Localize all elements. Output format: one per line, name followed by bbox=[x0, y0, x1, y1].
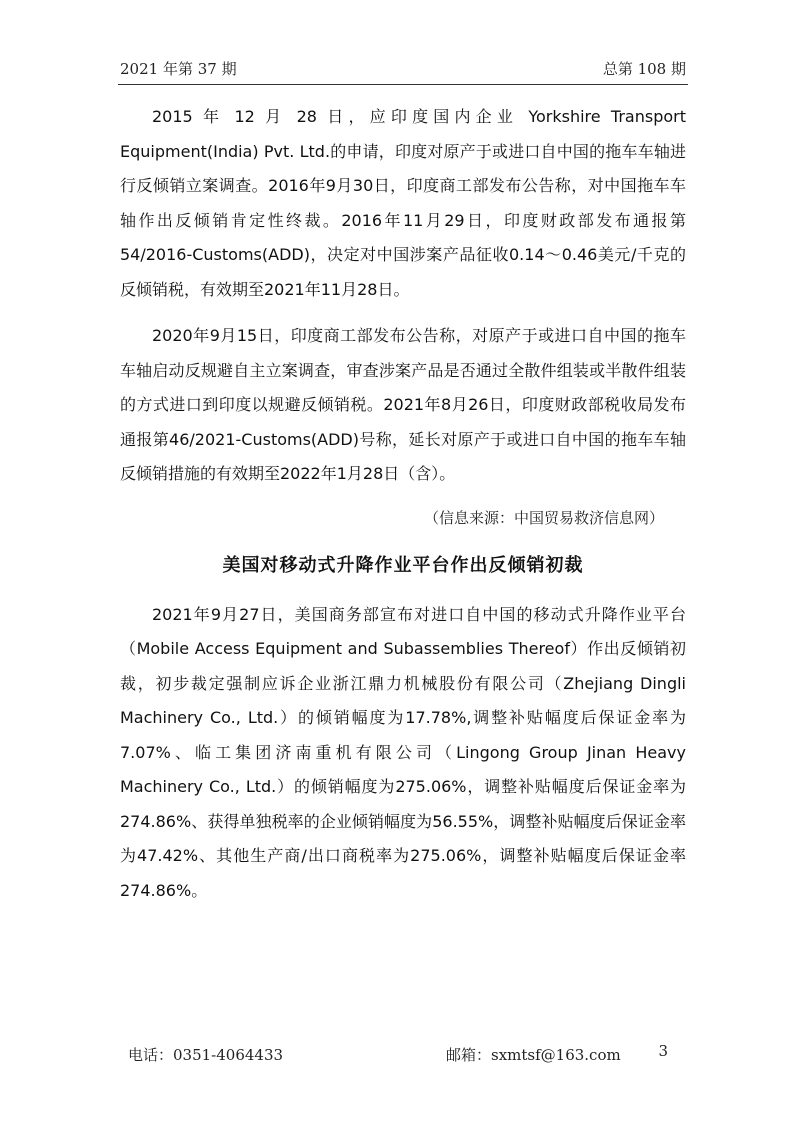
page-number: 3 bbox=[658, 1042, 668, 1060]
article-paragraph: 2021年9月27日，美国商务部宣布对进口自中国的移动式升降作业平台（Mobile Access Equipment and Subassemblies Thereof）作出反倾销初裁，初步裁定强制应诉企业浙江鼎力机械股份有限公司（Zhejiang Dingli Machinery Co., Ltd.）的倾销幅度为17.78%,调整补贴幅度后保证金率为7.07%、临工集团济南重机有限公司（Lingong Group Jinan Heavy Machinery Co., Ltd.）的倾销幅度为275.06%，调整补贴幅度后保证金率为274.86%、获得单独税率的企业倾销幅度为56.55%，调整补贴幅度后保证金率为47.42%、其他生产商/出口商税率为275.06%，调整补贴幅度后保证金率274.86%。 bbox=[120, 604, 686, 900]
page-footer bbox=[128, 1044, 668, 1068]
issue-number: 2021 年第 37 期 bbox=[120, 60, 237, 78]
total-issue-number: 总第 108 期 bbox=[602, 60, 686, 78]
section-title: 美国对移动式升降作业平台作出反倾销初裁 bbox=[222, 554, 584, 576]
page-header bbox=[120, 58, 686, 84]
footer-email: 邮箱：sxmtsf@163.com bbox=[446, 1046, 621, 1064]
footer-phone: 电话：0351-4064433 bbox=[128, 1046, 284, 1064]
page-content bbox=[120, 100, 686, 908]
article-paragraph: 2020年9月15日，印度商工部发布公告称，对原产于或进口自中国的拖车车轴启动反规避自主立案调查，审查涉案产品是否通过全散件组装或半散件组装的方式进口到印度以规避反倾销税。2021年8月26日，印度财政部税收局发布通报第46/2021-Customs(ADD)号称，延长对原产于或进口自中国的拖车车轴反倾销措施的有效期至2022年1月28日（含）。 bbox=[120, 326, 686, 483]
header-divider bbox=[118, 84, 688, 85]
source-note: （信息来源：中国贸易救济信息网） bbox=[423, 508, 664, 527]
article-paragraph: 2015 年 12 月 28 日，应印度国内企业 Yorkshire Transport Equipment(India) Pvt. Ltd.的申请，印度对原产于或进口自中国的拖车车轴进行反倾销立案调查。2016年9月30日，印度商工部发布公告称，对中国拖车车轴作出反倾销肯定性终裁。2016年11月29日，印度财政部发布通报第54/2016-Customs(ADD)，决定对中国涉案产品征收0.14～0.46美元/千克的反倾销税，有效期至2021年11月28日。 bbox=[120, 107, 686, 299]
